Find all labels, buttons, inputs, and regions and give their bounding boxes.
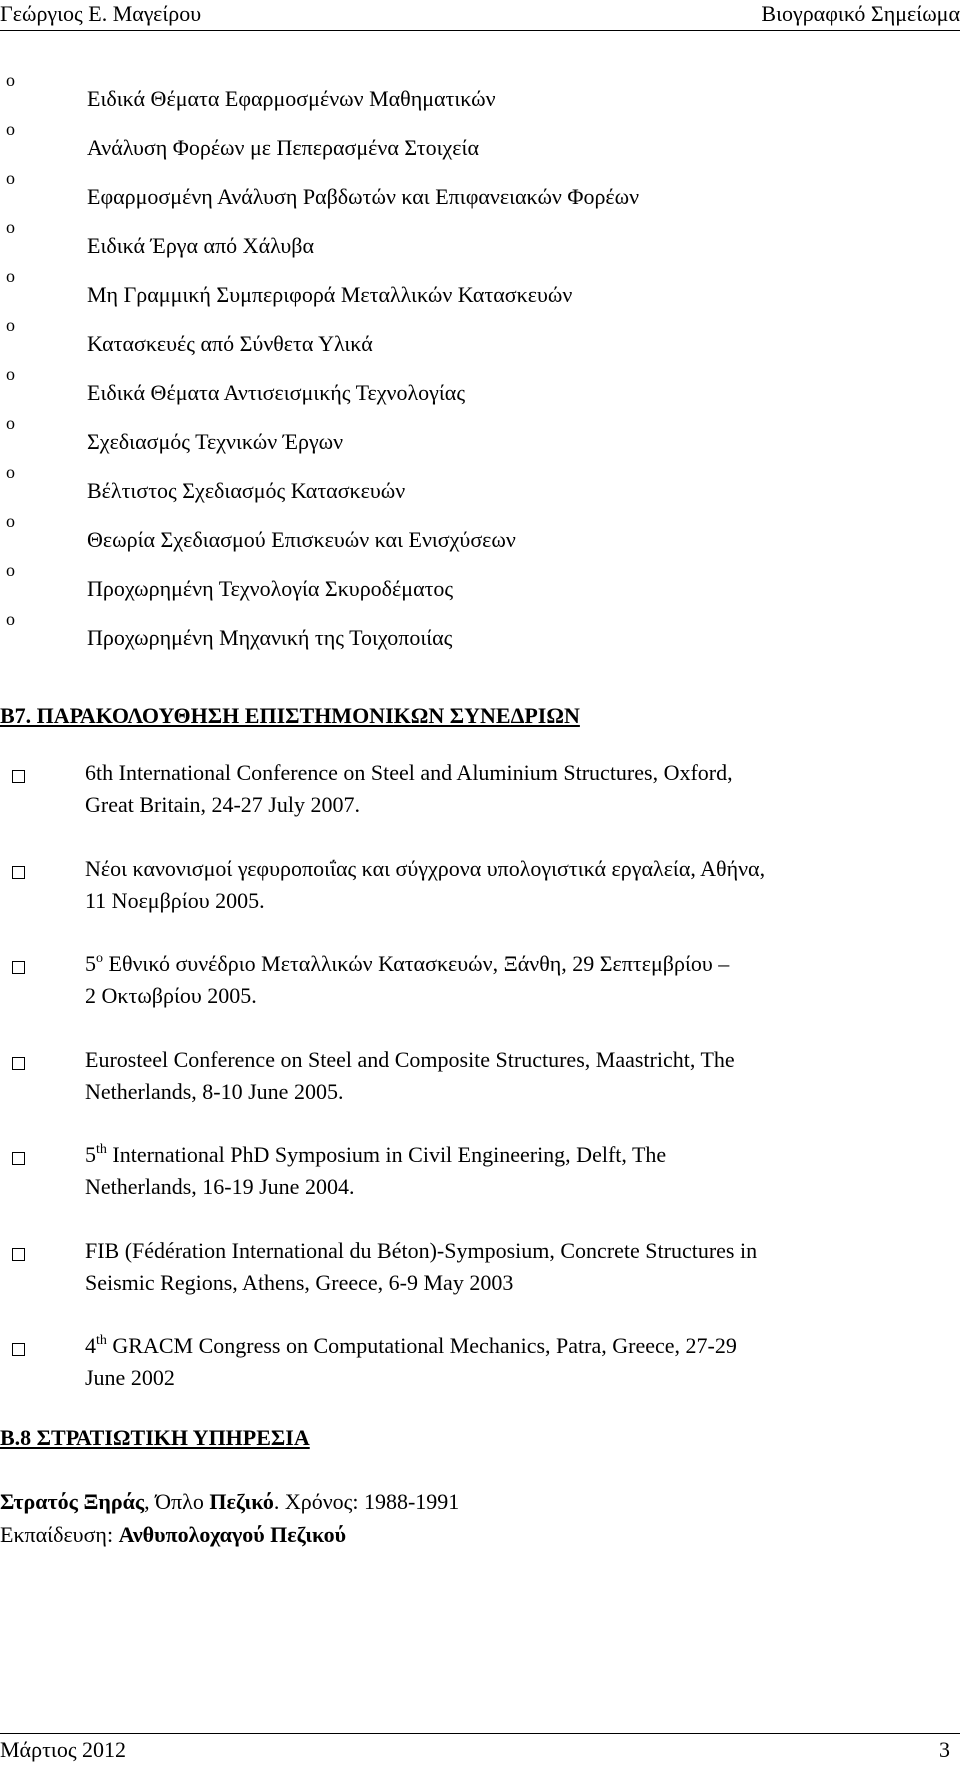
checkbox-bullet-icon <box>12 770 25 783</box>
conference-line-1-rest: Εθνικό συνέδριο Μεταλλικών Κατασκευών, Ξάνθη, 29 Σεπτεμβρίου – <box>103 951 730 976</box>
conference-line-2: June 2002 <box>85 1365 175 1390</box>
checkbox-bullet-icon <box>12 1152 25 1165</box>
header-rule <box>0 30 960 31</box>
training-value: Ανθυπολοχαγού Πεζικού <box>118 1522 347 1547</box>
header-doc-title: Βιογραφικό Σημείωμα <box>761 1 960 26</box>
checkbox-bullet-icon <box>12 1248 25 1261</box>
course-title: Ανάλυση Φορέων με Πεπερασμένα Στοιχεία <box>87 135 479 160</box>
course-title: Ειδικά Θέματα Αντισεισμικής Τεχνολογίας <box>87 380 466 405</box>
circle-bullet-icon: o <box>6 462 15 482</box>
military-sep: , Όπλο <box>144 1489 210 1514</box>
footer-date: Μάρτιος 2012 <box>0 1737 127 1762</box>
army-branch: Στρατός Ξηράς <box>0 1489 145 1514</box>
conference-line-2: 2 Οκτωβρίου 2005. <box>85 983 257 1008</box>
circle-bullet-icon: o <box>6 266 15 286</box>
list-item <box>0 462 960 521</box>
list-item <box>0 119 960 178</box>
ordinal-suffix: th <box>96 1142 107 1157</box>
circle-bullet-icon: o <box>6 364 15 384</box>
training-label: Εκπαίδευση: <box>0 1522 119 1547</box>
course-title: Σχεδιασμός Τεχνικών Έργων <box>87 429 344 454</box>
checkbox-bullet-icon <box>12 961 25 974</box>
circle-bullet-icon: o <box>6 413 15 433</box>
circle-bullet-icon: o <box>6 70 15 90</box>
list-item <box>0 266 960 325</box>
circle-bullet-icon: o <box>6 315 15 335</box>
page-header <box>0 0 960 32</box>
list-item <box>0 364 960 423</box>
course-title: Βέλτιστος Σχεδιασμός Κατασκευών <box>87 478 406 503</box>
military-service-line <box>0 1489 459 1515</box>
conference-line-1-rest: International PhD Symposium in Civil Engineering, Delft, The <box>106 1142 667 1167</box>
conference-line-1-rest: GRACM Congress on Computational Mechanics, Patra, Greece, 27-29 <box>106 1333 737 1358</box>
conference-line-1: Eurosteel Conference on Steel and Composite Structures, Maastricht, The <box>85 1047 735 1072</box>
ordinal-number: 5 <box>85 1142 96 1167</box>
ordinal-suffix: ο <box>96 951 103 966</box>
ordinal-suffix: th <box>96 1333 107 1348</box>
course-title: Εφαρμοσμένη Ανάλυση Ραβδωτών και Επιφανειακών Φορέων <box>87 184 640 209</box>
service-years: . Χρόνος: 1988-1991 <box>273 1489 460 1514</box>
list-item <box>0 560 960 619</box>
conference-line-1 <box>85 1142 666 1168</box>
checkbox-bullet-icon <box>12 1343 25 1356</box>
list-item <box>0 217 960 276</box>
conference-line-2: Netherlands, 16-19 June 2004. <box>85 1174 355 1199</box>
section-b8-heading: Β.8 ΣΤΡΑΤΙΩΤΙΚΗ ΥΠΗΡΕΣΙΑ <box>0 1425 310 1450</box>
list-item <box>0 511 960 570</box>
list-item <box>0 315 960 374</box>
ordinal-number: 4 <box>85 1333 96 1358</box>
course-title: Προχωρημένη Μηχανική της Τοιχοποιίας <box>87 625 453 650</box>
ordinal-number: 5 <box>85 951 96 976</box>
list-item <box>0 70 960 129</box>
section-b7-heading: Β7. ΠΑΡΑΚΟΛΟΥΘΗΣΗ ΕΠΙΣΤΗΜΟΝΙΚΩΝ ΣΥΝΕΔΡΙΩΝ <box>0 703 580 728</box>
course-title: Ειδικά Έργα από Χάλυβα <box>87 233 314 258</box>
list-item <box>0 413 960 472</box>
course-title: Ειδικά Θέματα Εφαρμοσμένων Μαθηματικών <box>87 86 496 111</box>
course-list <box>0 70 960 668</box>
footer-rule <box>0 1733 960 1734</box>
circle-bullet-icon: o <box>6 560 15 580</box>
conference-line-1: 6th International Conference on Steel and Aluminium Structures, Oxford, <box>85 760 733 785</box>
checkbox-bullet-icon <box>12 866 25 879</box>
checkbox-bullet-icon <box>12 1057 25 1070</box>
course-title: Προχωρημένη Τεχνολογία Σκυροδέματος <box>87 576 454 601</box>
conference-line-1: Νέοι κανονισμοί γεφυροποιΐας και σύγχρονα υπολογιστικά εργαλεία, Αθήνα, <box>85 856 766 881</box>
military-training-line <box>0 1522 346 1548</box>
list-item <box>0 609 960 668</box>
circle-bullet-icon: o <box>6 511 15 531</box>
list-item <box>0 168 960 227</box>
conference-line-2: Great Britain, 24-27 July 2007. <box>85 792 360 817</box>
service-branch: Πεζικό <box>209 1489 274 1514</box>
course-title: Κατασκευές από Σύνθετα Υλικά <box>87 331 373 356</box>
conference-line-2: Netherlands, 8-10 June 2005. <box>85 1079 344 1104</box>
page-number: 3 <box>939 1737 950 1762</box>
course-title: Θεωρία Σχεδιασμού Επισκευών και Ενισχύσεων <box>87 527 516 552</box>
course-title: Μη Γραμμική Συμπεριφορά Μεταλλικών Κατασκευών <box>87 282 573 307</box>
conference-line-2: 11 Νοεμβρίου 2005. <box>85 888 265 913</box>
circle-bullet-icon: o <box>6 609 15 629</box>
circle-bullet-icon: o <box>6 168 15 188</box>
circle-bullet-icon: o <box>6 217 15 237</box>
conference-line-2: Seismic Regions, Athens, Greece, 6-9 May 2003 <box>85 1270 514 1295</box>
circle-bullet-icon: o <box>6 119 15 139</box>
conference-line-1 <box>85 1333 737 1359</box>
conference-line-1 <box>85 951 729 977</box>
conference-line-1: FIB (Fédération International du Béton)-Symposium, Concrete Structures in <box>85 1238 758 1263</box>
header-author: Γεώργιος Ε. Μαγείρου <box>0 1 202 26</box>
